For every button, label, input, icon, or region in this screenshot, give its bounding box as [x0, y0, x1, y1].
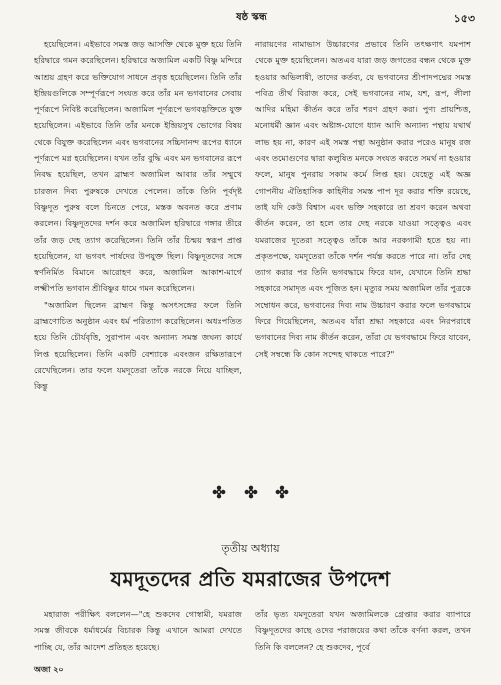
- flower-ornament-icon: [212, 484, 226, 503]
- printer-signature-mark: অজা ২০: [34, 664, 64, 674]
- section-divider: [0, 484, 501, 498]
- flower-ornament-icon: [244, 484, 258, 503]
- paragraph: "অজামিল ছিলেন ব্রাহ্মণ কিন্তু অসৎসঙ্গের ফলে তিনি ব্রাহ্মণোচিত অনুষ্ঠান এবং ধর্ম পরিত্যাগ করেছিলেন। অধঃপতিত হয়ে তিনি চৌর্যবৃত্তি, সুরাপান এবং অন্যান্য সমস্ত জঘন্য কার্যে লিপ্ত হয়েছিলেন। তিনি একটি বেশ্যাকে এবংজন রক্ষিতারূপে রেখেছিলেন। তার ফলে যমদূতেরা তাঁকে নরকে নিয়ে যাচ্ছিল, কিন্তু: [34, 299, 242, 392]
- right-column: [255, 36, 471, 476]
- flower-ornament-icon: [275, 484, 289, 503]
- chapter-label: তৃতীয় অধ্যায়: [221, 542, 280, 555]
- bottom-left-column: [34, 606, 242, 658]
- paragraph: হয়েছিলেন। এইভাবে সমস্ত জড় আসক্তি থেকে মুক্ত হয়ে তিনি হরিদ্বারে গমন করেছিলেন। হরিদ্বারে অজামিল একটি বিষ্ণু মন্দিরে আশ্রয় গ্রহণ করে ভক্তিযোগ সাধনে প্রবৃত্ত হয়েছিলেন। তিনি তাঁর ইন্দ্রিয়গুলিকে সম্পূর্ণরূপে সংযত করে তাঁর মন ভগবানের সেবায় পূর্ণরূপে নিবিষ্ট করেছিলেন। অজামিল পূর্ণরূপে ভগবদ্ভক্তিতে যুক্ত হয়েছিলেন। এইভাবে তিনি তাঁর মনকে ইন্দ্রিয়সুখ ভোগের বিষয় থেকে বিযুক্ত করেছিলেন এবং ভগবানের সচ্চিদানন্দ রূপের ধ্যানে পূর্ণরূপে মগ্ন হয়েছিলেন। যখন তাঁর বুদ্ধি এবং মন ভগবানের রূপে নিবদ্ধ হয়েছিল, তখন ব্রাহ্মণ অজামিল আবার তাঁর সম্মুখে চারজন দিব্য পুরুষকে দেখতে পেলেন। তাঁকে তিনি পূর্বদৃষ্ট বিষ্ণুদূত পুরুষ বলে চিনতে পেরে, মস্তক অবনত করে প্রণাম করলেন। বিষ্ণুদূতদের দর্শন করে অজামিল হরিদ্বারে গঙ্গার তীরে তাঁর জড় দেহ ত্যাগ করেছিলেন। তিনি তাঁর চিন্ময় স্বরূপ প্রাপ্ত হয়েছিলেন, যা ভগবৎ পার্ষদের উপযুক্ত ছিল। বিষ্ণুদূতদের সঙ্গে স্বর্ণনির্মিত বিমানে আরোহণ করে, অজামিল আকাশ-মার্গে লক্ষ্মীপতি ভগবান শ্রীবিষ্ণুর ধামে গমন করেছিলেন।: [34, 39, 242, 294]
- paragraph: মহারাজ পরীক্ষিৎ বললেন—"হে শুকদেব গোস্বামী, যমরাজ সমস্ত জীবকে ধর্মাধর্মের বিচারক কিন্তু এখানে আমরা দেখতে পাচ্ছি যে, তাঁর আদেশ প্রতিহত হয়েছে।: [34, 609, 242, 652]
- paragraph: নারায়ণের নামাভাস উচ্চারণের প্রভাবে তিনি তৎক্ষণাৎ যমপাশ থেকে মুক্ত হয়েছিলেন। অতএব যারা জড় জগতের বন্ধন থেকে মুক্ত হওয়ার অভিলাষী, তাদের কর্তব্য, যে ভগবানের শ্রীপাদপদ্মের সমস্ত পবিত্র তীর্থ বিরাজ করে, সেই ভগবানের নাম, যশ, রূপ, লীলা আদির মহিমা কীর্তন করে তাঁর শরণ গ্রহণ করা। পুণ্য প্রায়শ্চিত্ত, মনোধর্মী জ্ঞান এবং অষ্টাঙ্গ-যোগে ধ্যান আদি অন্যান্য পন্থায় যথার্থ লাভ হয় না, কারণ এই সমস্ত পন্থা অনুষ্ঠান করার পরেও মানুষ রজ এবং তমোগুণের দ্বারা কলুষিত মনকে সংযত করতে সমর্থ না হওয়ার ফলে, মানুষ পুনরায় সকাম কর্মে লিপ্ত হয়। যেহেতু এই অজ্ঞ গোপনীয় ঐতিহাসিক কাহিনীর সমস্ত পাপ দূর করার শক্তি রয়েছে, তাই যদি কেউ বিশ্বাস এবং ভক্তি সহকারে তা শ্রবণ করেন অথবা কীর্তন করেন, তা হলে তার দেহ নরকে যাওয়া সত্ত্বেও এবং যমরাজের দূতেরা সত্ত্বেও তাঁকে আর নরকগামী হতে হয় না। প্রকৃতপক্ষে, যমদূতেরা তাঁকে দর্শন পর্যন্ত করতে পারে না। তাঁর দেহ ত্যাগ করার পর তিনি ভগবদ্ধামে ফিরে যান, যেখানে তিনি শ্রদ্ধা সহকারে সমাদৃত এবং পূজিত হন। মৃত্যুর সময় অজামিল তাঁর পুত্রকে সম্বোধন করে, ভগবানের দিব্য নাম উচ্চারণ করার ফলে ভগবদ্ধামে ফিরে গিয়েছিলেন, অতএব যাঁরা শ্রদ্ধা সহকারে এবং নিরপরাধে ভগবানের দিব্য নাম কীর্তন করেন, তাঁরা যে ভগবদ্ধামে ফিরে যাবেন, সেই সম্বন্ধে কি কোন সন্দেহ থাকতে পারে?": [255, 39, 471, 359]
- running-title: ষষ্ঠ স্কন্ধ: [236, 12, 267, 23]
- page-header: [28, 10, 475, 26]
- bottom-right-column: [255, 606, 471, 658]
- left-column: [34, 36, 242, 476]
- page-number: ১৫৩: [453, 12, 475, 25]
- paragraph: তাঁর ভৃত্য যমদূতেরা যখন অজামিলকে গ্রেপ্তার করার ব্যাপারে বিষ্ণুদূতদের কাছে ওদের পরাজয়ের কথা তাঁকে বর্ণনা করল, তখন তিনি কি বললেন? হে শুকদেব, পূর্বে: [255, 609, 471, 652]
- chapter-title: যমদূতদের প্রতি যমরাজের উপদেশ: [110, 567, 391, 591]
